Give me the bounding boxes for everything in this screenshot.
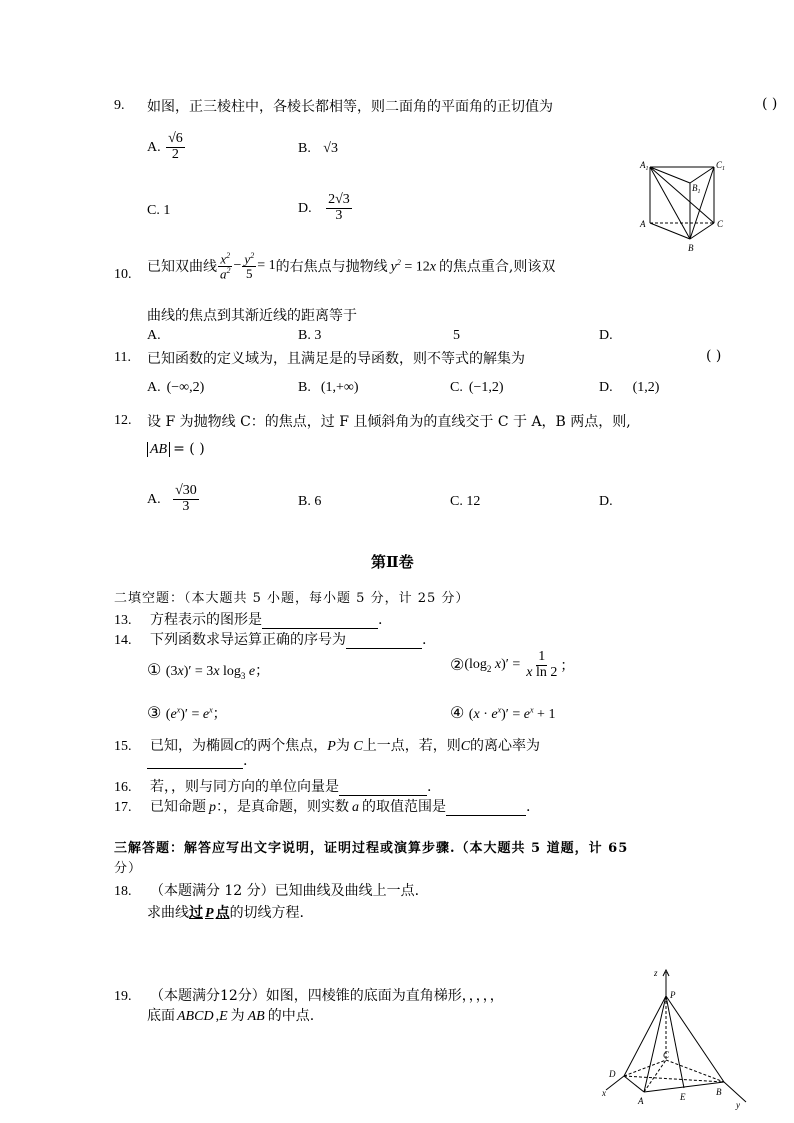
q9-answer-paren: ( )	[762, 96, 778, 112]
q13	[114, 609, 382, 629]
q14-number: 14.	[114, 633, 132, 648]
q9-option-d-label: D.	[298, 201, 312, 217]
part2-title: 第Ⅱ卷	[371, 553, 414, 571]
pyramid-label-c: C	[663, 1050, 670, 1060]
q14-choice-2: ② ($\log_2$ x)′ = $\frac{1}{\text{x ln 2}}$ ；	[450, 649, 575, 680]
pyramid-label-a: A	[638, 1096, 644, 1106]
q14-choice-3: ③ $(e^x)' = e^x$；	[147, 705, 227, 722]
q11-option-d	[599, 380, 659, 396]
q11-option-b-value: (1,+∞)	[320, 380, 359, 395]
q11-option-b	[298, 380, 359, 396]
q14-choice-1-marker: ①	[147, 662, 162, 679]
q12-option-a-label: A.	[147, 492, 161, 508]
q10-number: 10.	[114, 267, 132, 282]
q14	[114, 629, 426, 649]
q9-option-d	[298, 193, 353, 223]
section3-title-line2: 分）	[114, 861, 143, 876]
q15-text-e: 的离心率为	[470, 738, 541, 754]
q11-option-b-label: B.	[298, 380, 311, 395]
q12-stem-line2: AB = ( )	[147, 441, 205, 458]
q12-equals-paren: = ( )	[173, 441, 205, 457]
q17-number: 17.	[114, 800, 132, 815]
q12-stem: 设 F 为抛物线 C：的焦点，过 F 且倾斜角为的直线交于 C 于 A，B 两点，则,	[147, 414, 631, 430]
q12-option-a-denominator: 3	[182, 498, 190, 514]
q18-line2-c: 点	[215, 905, 230, 921]
q15-number: 15.	[114, 739, 132, 754]
pyramid-label-d: D	[609, 1069, 616, 1079]
q18-line2	[147, 902, 304, 922]
q11-answer-paren: ( )	[706, 348, 722, 364]
q15-text-b: 的两个焦点，	[243, 738, 328, 754]
prism-figure	[636, 155, 740, 259]
pyramid-label-z: z	[654, 968, 658, 978]
q19-line2-b: 为	[230, 1008, 245, 1024]
q9-option-c: C. 1	[147, 203, 171, 218]
q12-option-a	[147, 484, 200, 514]
q15-text-a: 已知，为椭圆	[149, 738, 234, 754]
q19-line1: （本题满分12分）如图，四棱锥的底面为直角梯形，，，，，	[149, 988, 504, 1004]
q18-emphasis: 过 P 点	[189, 905, 230, 921]
q11-stem: 已知函数的定义域为，且满足是的导函数，则不等式的解集为	[147, 351, 525, 367]
q9-option-a	[147, 132, 186, 162]
q9-option-b-value: √3	[323, 141, 338, 156]
prism-label-a: A	[640, 219, 646, 229]
pyramid-label-y: y	[736, 1100, 740, 1110]
q14-choice-4: ④ $(x \cdot e^x)' = e^x + 1$	[450, 705, 556, 722]
q11-number: 11.	[114, 350, 131, 365]
pyramid-label-e: E	[680, 1092, 686, 1102]
q11-option-d-value: (1,2)	[632, 380, 660, 395]
q9-option-a-denominator: 2	[171, 146, 179, 162]
q11-option-c-label: C.	[450, 380, 463, 395]
q9-option-b	[298, 140, 338, 157]
q12-option-c: C. 12	[450, 494, 481, 509]
section3-title	[114, 837, 628, 856]
q10-option-d: D.	[599, 328, 613, 343]
q18-line2-a: 求曲线	[147, 905, 189, 921]
q17: 17. 已知命题 p：，是真命题，则实数 a 的取值范围是 .	[114, 799, 531, 815]
q14-choice-1: ① (3x)′ = 3x $\log_3 e$；	[147, 662, 270, 681]
q18-line2-d: 的切线方程.	[229, 905, 305, 921]
q11-option-a-value: (−∞,2)	[166, 380, 205, 395]
q10-option-a: A.	[147, 328, 161, 343]
q17-text-a: 已知命题	[149, 799, 206, 815]
prism-label-a1: $A_1$	[640, 160, 649, 172]
q15-answer-line	[147, 753, 247, 769]
q10-stem-part-a: 已知双曲线	[147, 259, 217, 276]
q9-option-a-numerator: √6	[168, 131, 183, 146]
q9-option-d-denominator: 3	[335, 207, 343, 223]
q19	[114, 985, 504, 1005]
q13-end: .	[377, 612, 383, 628]
q15-text-c: 为	[335, 738, 350, 754]
q19-line2: 底面 ABCD ,E 为 AB 的中点.	[147, 1008, 315, 1024]
section3-title-line1: 三解答题：解答应写出文字说明，证明过程或演算步骤.（本大题共 5 道题，计 65	[114, 841, 629, 856]
prism-label-c1: $C_1$	[716, 160, 726, 172]
q12-option-d: D.	[599, 494, 613, 509]
pyramid-label-x: x	[602, 1088, 606, 1098]
q14-answer-blank[interactable]	[346, 634, 422, 649]
q15-answer-blank[interactable]	[147, 754, 243, 769]
q16-answer-blank[interactable]	[339, 781, 427, 796]
q9-option-d-numerator: 2√3	[328, 192, 350, 207]
q15-end: .	[243, 753, 248, 769]
q16	[114, 776, 431, 796]
q14-choice-3-marker: ③	[147, 705, 162, 722]
q9-stem: 如图，正三棱柱中，各棱长都相等，则二面角的平面角的正切值为	[147, 99, 553, 115]
q9-option-b-label: B.	[298, 141, 311, 156]
q19-line2-a: 底面	[147, 1008, 175, 1024]
q15: 15. 已知，为椭圆C的两个焦点，P为 C上一点，若，则C的离心率为	[114, 738, 541, 754]
q16-number: 16.	[114, 780, 132, 795]
q11-option-d-label: D.	[599, 380, 613, 395]
q11-option-a-label: A.	[147, 380, 161, 395]
q10-stem: 已知双曲线 $\frac{x^2}{a^2}$ − $\frac{y^2}{5}$ = 1 的右焦点与抛物线 $y^2 = 12x$ 的焦点重合,则该双	[147, 251, 556, 282]
q9-option-a-label: A.	[147, 140, 161, 156]
q16-end: .	[426, 779, 432, 795]
q18	[114, 880, 419, 900]
q10-stem-part-b: 的右焦点与抛物线	[275, 259, 388, 276]
q12-option-b: B. 6	[298, 494, 322, 509]
q19-number: 19.	[114, 989, 132, 1004]
section2-title: 二填空题：（本大题共 5 小题，每小题 5 分，计 25 分）	[114, 591, 470, 606]
q17-answer-blank[interactable]	[446, 801, 526, 816]
q18-line1: （本题满分 12 分）已知曲线及曲线上一点.	[149, 883, 420, 899]
q11-option-c-value: (−1,2)	[468, 380, 504, 395]
q14-end: .	[421, 632, 427, 648]
prism-label-b1: $B_1$	[692, 183, 701, 195]
q14-choice-4-marker: ④	[450, 705, 465, 722]
q11-option-a	[147, 380, 204, 396]
q14-text: 下列函数求导运算正确的序号为	[149, 632, 346, 648]
q19-line2-c: 的中点.	[267, 1008, 315, 1024]
q18-number: 18.	[114, 884, 132, 899]
pyramid-label-p: P	[670, 990, 676, 1000]
q17-text-c: 的取值范围是	[361, 799, 446, 815]
prism-label-c: C	[717, 219, 724, 229]
q10-stem-part-c: 的焦点重合,则该双	[438, 259, 556, 276]
q10-stem-line2: 曲线的焦点到其渐近线的距离等于	[147, 308, 357, 324]
q13-answer-blank[interactable]	[262, 614, 378, 629]
q18-line2-b: 过	[189, 905, 203, 921]
q12-number: 12.	[114, 413, 132, 428]
pyramid-figure	[596, 962, 764, 1112]
prism-label-b: B	[688, 243, 694, 253]
q9-number: 9.	[114, 98, 125, 113]
q10-option-c: 5	[453, 328, 460, 343]
q17-end: .	[525, 799, 531, 815]
q12-option-a-numerator: √30	[175, 483, 197, 498]
q13-text: 方程表示的图形是	[149, 612, 262, 628]
q11-option-c	[450, 380, 504, 396]
q15-text-d: 上一点，若，则	[362, 738, 461, 754]
q10-option-b: B. 3	[298, 328, 322, 343]
q17-text-b: ：，是真命题，则实数	[215, 799, 349, 815]
q14-choice-2-marker: ②	[450, 657, 465, 675]
q16-text: 若，，则与同方向的单位向量是	[149, 779, 339, 795]
pyramid-label-b: B	[716, 1087, 722, 1097]
q13-number: 13.	[114, 613, 132, 628]
